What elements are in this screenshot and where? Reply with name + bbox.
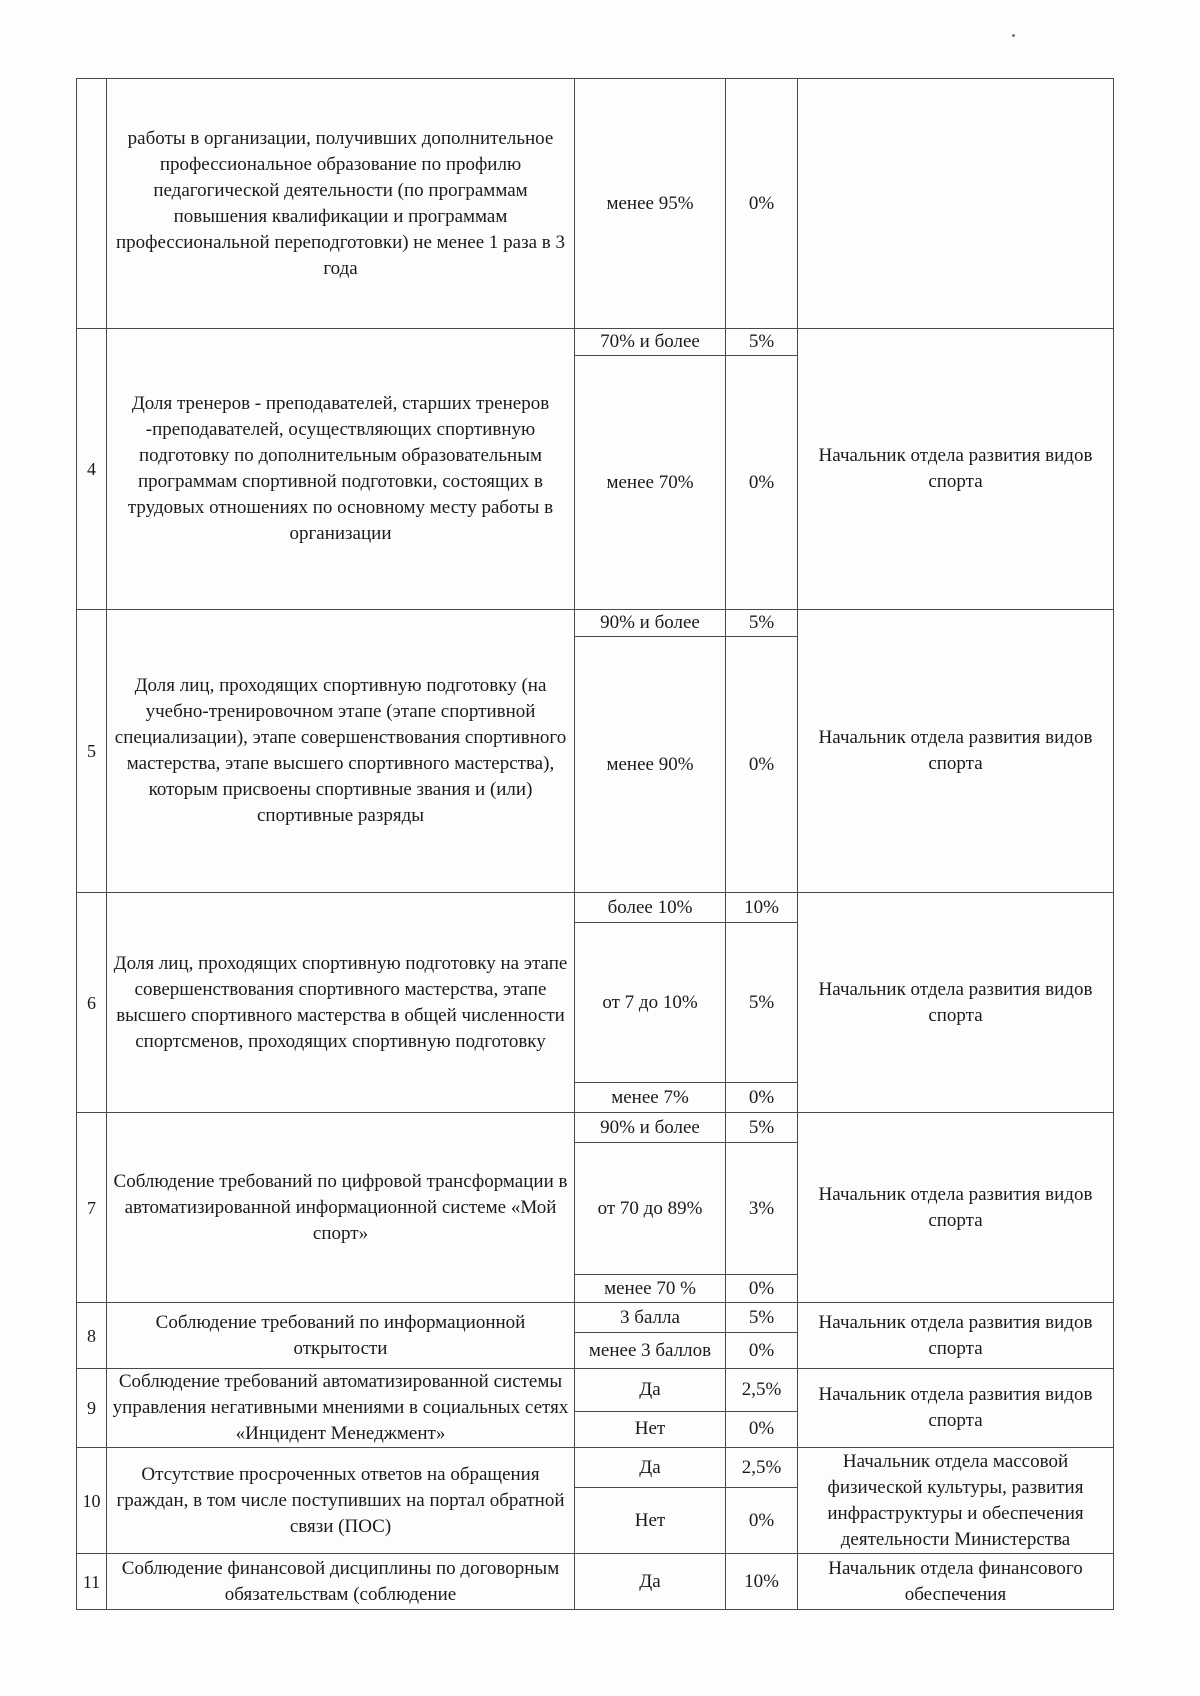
- row-number: 6: [77, 893, 107, 1113]
- table-row: [77, 79, 1114, 329]
- value-cell: 70% и более: [575, 329, 726, 356]
- value-cell: менее 70%: [575, 356, 726, 610]
- responsible-cell: Начальник отдела развития видов спорта: [798, 610, 1114, 893]
- value-cell: Да: [575, 1369, 726, 1412]
- responsible-cell: Начальник отдела развития видов спорта: [798, 893, 1114, 1113]
- percent-cell: 0%: [726, 1083, 798, 1113]
- value-cell: Да: [575, 1554, 726, 1610]
- value-cell: менее 90%: [575, 637, 726, 893]
- row-number: 8: [77, 1303, 107, 1369]
- table-row: [77, 1113, 1114, 1143]
- table-row: [77, 1448, 1114, 1488]
- percent-cell: 0%: [726, 637, 798, 893]
- value-cell: от 7 до 10%: [575, 923, 726, 1083]
- responsible-cell: Начальник отдела развития видов спорта: [798, 1303, 1114, 1369]
- row-number: 9: [77, 1369, 107, 1448]
- criterion-cell: Соблюдение требований по цифровой трансформации в автоматизированной информационной системе «Мой спорт»: [107, 1113, 575, 1303]
- criterion-cell: Доля лиц, проходящих спортивную подготовку (на учебно-тренировочном этапе (этапе спортивной специализации), этапе совершенствования спортивного мастерства, этапе высшего спортивного мастерства), которым присвоены спортивные звания и (или) спортивные разряды: [107, 610, 575, 893]
- responsible-cell: [798, 79, 1114, 329]
- responsible-cell: Начальник отдела финансового обеспечения: [798, 1554, 1114, 1610]
- responsible-cell: Начальник отдела развития видов спорта: [798, 1113, 1114, 1303]
- value-cell: 3 балла: [575, 1303, 726, 1333]
- criterion-cell: Соблюдение требований по информационной открытости: [107, 1303, 575, 1369]
- row-number: 10: [77, 1448, 107, 1554]
- value-cell: 90% и более: [575, 1113, 726, 1143]
- percent-cell: 5%: [726, 1303, 798, 1333]
- criteria-table: [76, 78, 1114, 1610]
- percent-cell: 3%: [726, 1143, 798, 1275]
- value-cell: Нет: [575, 1488, 726, 1554]
- percent-cell: 10%: [726, 893, 798, 923]
- table-row: [77, 610, 1114, 637]
- table-row: [77, 893, 1114, 923]
- value-cell: Да: [575, 1448, 726, 1488]
- percent-cell: 0%: [726, 1488, 798, 1554]
- value-cell: 90% и более: [575, 610, 726, 637]
- criterion-cell: Отсутствие просроченных ответов на обращения граждан, в том числе поступивших на портал обратной связи (ПОС): [107, 1448, 575, 1554]
- percent-cell: 0%: [726, 1333, 798, 1369]
- value-cell: менее 95%: [575, 79, 726, 329]
- percent-cell: 10%: [726, 1554, 798, 1610]
- criterion-cell: Соблюдение требований автоматизированной системы управления негативными мнениями в социальных сетях «Инцидент Менеджмент»: [107, 1369, 575, 1448]
- responsible-cell: Начальник отдела развития видов спорта: [798, 1369, 1114, 1448]
- percent-cell: 5%: [726, 1113, 798, 1143]
- row-number: 5: [77, 610, 107, 893]
- percent-cell: 0%: [726, 1411, 798, 1447]
- value-cell: Нет: [575, 1411, 726, 1447]
- value-cell: от 70 до 89%: [575, 1143, 726, 1275]
- percent-cell: 5%: [726, 329, 798, 356]
- row-number: 11: [77, 1554, 107, 1610]
- criterion-cell: Соблюдение финансовой дисциплины по договорным обязательствам (соблюдение: [107, 1554, 575, 1610]
- responsible-cell: Начальник отдела массовой физической культуры, развития инфраструктуры и обеспечения деятельности Министерства: [798, 1448, 1114, 1554]
- percent-cell: 2,5%: [726, 1369, 798, 1412]
- value-cell: менее 7%: [575, 1083, 726, 1113]
- criterion-cell: работы в организации, получивших дополнительное профессиональное образование по профилю педагогической деятельности (по программам повышения квалификации и программам профессиональной переподготовки) не менее 1 раза в 3 года: [107, 79, 575, 329]
- criterion-cell: Доля тренеров - преподавателей, старших тренеров -преподавателей, осуществляющих спортивную подготовку по дополнительным образовательным программам спортивной подготовки, состоящих в трудовых отношениях по основному месту работы в организации: [107, 329, 575, 610]
- table-row: [77, 1554, 1114, 1610]
- criterion-cell: Доля лиц, проходящих спортивную подготовку на этапе совершенствования спортивного мастерства, этапе высшего спортивного мастерства в общей численности спортсменов, проходящих спортивную подготовку: [107, 893, 575, 1113]
- table-row: [77, 329, 1114, 356]
- table-row: [77, 1303, 1114, 1333]
- value-cell: более 10%: [575, 893, 726, 923]
- scan-speck: [1012, 34, 1015, 37]
- percent-cell: 5%: [726, 923, 798, 1083]
- percent-cell: 0%: [726, 79, 798, 329]
- value-cell: менее 3 баллов: [575, 1333, 726, 1369]
- percent-cell: 5%: [726, 610, 798, 637]
- percent-cell: 0%: [726, 356, 798, 610]
- percent-cell: 2,5%: [726, 1448, 798, 1488]
- row-number: 4: [77, 329, 107, 610]
- percent-cell: 0%: [726, 1275, 798, 1303]
- table-row: [77, 1369, 1114, 1412]
- row-number: [77, 79, 107, 329]
- value-cell: менее 70 %: [575, 1275, 726, 1303]
- row-number: 7: [77, 1113, 107, 1303]
- responsible-cell: Начальник отдела развития видов спорта: [798, 329, 1114, 610]
